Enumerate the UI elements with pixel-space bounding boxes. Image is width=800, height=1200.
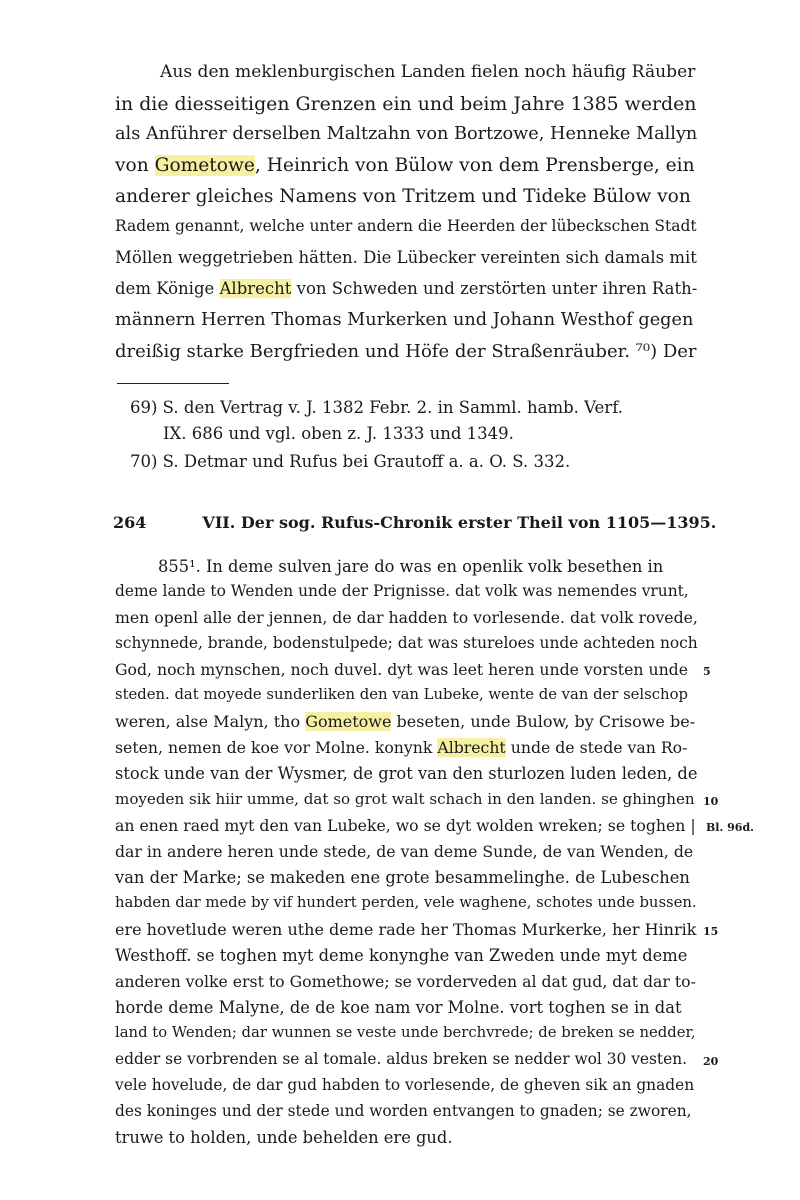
running-head-title: VII. Der sog. Rufus-Chronik erster Theil von 1105—1395. (202, 513, 717, 532)
margin-folio-note: Bl. 96d. (706, 821, 754, 834)
text-line: God, noch mynschen, noch duvel. dyt was leet heren unde vorsten unde (115, 660, 688, 679)
text-line: schynnede, brande, bodenstulpede; dat was stureloes unde achteden noch (115, 634, 698, 652)
text-line: habden dar mede by vif hundert perden, vele waghene, schotes unde bussen. (115, 894, 697, 911)
text-fragment: beseten, unde Bulow, by Crisowe be- (391, 712, 696, 731)
text-line: truwe to holden, unde behelden ere gud. (115, 1128, 453, 1147)
text-line: land to Wenden; dar wunnen se veste unde berchvrede; de breken se nedder, (115, 1024, 696, 1041)
line-number: 5 (703, 665, 711, 678)
text-line: deme lande to Wenden unde der Prignisse. dat volk was nemendes vrunt, (115, 582, 689, 600)
text-line: Radem genannt, welche unter andern die Heerden der lübeckschen Stadt (115, 217, 697, 235)
text-line: horde deme Malyne, de de koe nam vor Molne. vort toghen se in dat (115, 998, 682, 1017)
text-fragment: von Schweden und zerstörten unter ihren Rath- (296, 279, 698, 298)
text-line: vele hovelude, de dar gud habden to vorlesende, de gheven sik an gnaden (115, 1076, 695, 1094)
text-line: edder se vorbrenden se al tomale. aldus breken se nedder wol 30 vesten. (115, 1050, 688, 1068)
text-line: dreißig starke Bergfrieden und Höfe der Straßenräuber. ⁷⁰) Der (115, 341, 697, 362)
highlighted-word-gometowe: Gometowe (154, 155, 255, 176)
text-fragment: Heinrich von Bülow von dem Prensberge, ein (266, 155, 695, 176)
text-line: Westhoff. se toghen myt deme konynghe van Zweden unde myt deme (115, 946, 688, 965)
footnote-rule (117, 383, 229, 384)
highlighted-word-albrecht: Albrecht (437, 738, 506, 757)
text-line: dar in andere heren unde stede, de van deme Sunde, de van Wenden, de (115, 842, 694, 861)
text-line (115, 712, 695, 731)
text-line: männern Herren Thomas Murkerken und Johann Westhof gegen (115, 310, 694, 330)
text-line: moyeden sik hiir umme, dat so grot walt schach in den landen. se ghinghen (115, 790, 695, 808)
running-head (113, 513, 716, 532)
text-line: anderer gleiches Namens von Tritzem und Tideke Bülow von (115, 186, 691, 207)
text-line: ere hovetlude weren uthe deme rade her Thomas Murkerke, her Hinrik (115, 920, 697, 939)
page-number: 264 (113, 513, 147, 532)
text-line: in die diesseitigen Grenzen ein und beim Jahre 1385 werden (115, 93, 697, 115)
footnote-69-continued: IX. 686 und vgl. oben z. J. 1333 und 1349. (163, 424, 514, 443)
text-line: als Anführer derselben Maltzahn von Bortzowe, Henneke Mallyn (115, 124, 698, 144)
text-line: steden. dat moyede sunderliken den van Lubeke, wente de van der selschop (115, 686, 688, 703)
text-line: Möllen weggetrieben hätten. Die Lübecker vereinten sich damals mit (115, 248, 697, 267)
text-line: 855¹. In deme sulven jare do was en openlik volk besethen in (158, 557, 664, 576)
text-line: men openl alle der jennen, de dar hadden to vorlesende. dat volk rovede, (115, 608, 698, 627)
text-line: an enen raed myt den van Lubeke, wo se dyt wolden wreken; se toghen | (115, 816, 696, 835)
text-line: stock unde van der Wysmer, de grot van den sturlozen luden leden, de (115, 764, 698, 783)
highlighted-word-albrecht: Albrecht (219, 279, 292, 298)
footnote-70: 70) S. Detmar und Rufus bei Grautoff a. a. O. S. 332. (130, 452, 571, 471)
text-fragment: seten, nemen de koe vor Molne. konynk (115, 738, 438, 757)
text-fragment: dem Könige (115, 279, 220, 298)
line-number: 20 (703, 1055, 719, 1068)
line-number: 15 (703, 925, 719, 938)
text-line (115, 279, 697, 298)
text-fragment: von (115, 155, 155, 176)
text-fragment: weren, alse Malyn, tho (115, 712, 306, 731)
highlighted-word-gometowe: Gometowe (305, 712, 392, 731)
text-line (115, 738, 687, 757)
text-fragment: , (254, 155, 261, 176)
text-line: van der Marke; se makeden ene grote besammelinghe. de Lubeschen (115, 868, 690, 887)
text-line (115, 155, 695, 176)
text-line: Aus den meklenburgischen Landen fielen noch häufig Räuber (160, 62, 696, 82)
footnote-69: 69) S. den Vertrag v. J. 1382 Febr. 2. in Samml. hamb. Verf. (130, 398, 623, 417)
text-fragment: unde de stede van Ro- (505, 738, 688, 757)
text-line: des koninges und der stede und worden entvangen to gnaden; se zworen, (115, 1102, 692, 1120)
text-line: anderen volke erst to Gomethowe; se vorderveden al dat gud, dat dar to- (115, 972, 696, 991)
line-number: 10 (703, 795, 719, 808)
